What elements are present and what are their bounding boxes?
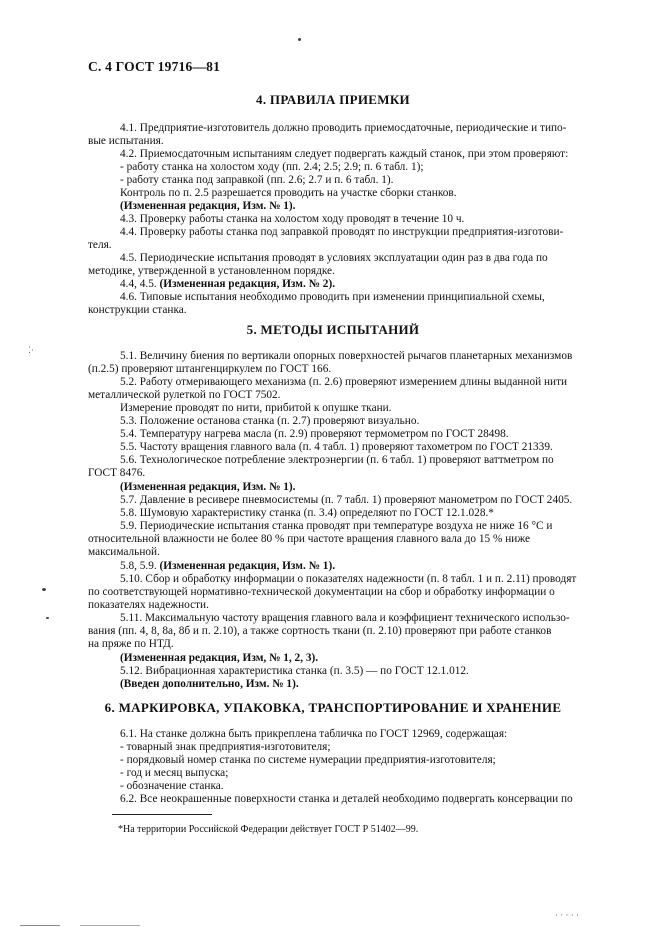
list-item: - обозначение станка. <box>120 780 224 792</box>
paragraph-line: 5.1. Величину биения по вертикали опорных поверхностей рычагов планетарных механизмов <box>120 350 573 362</box>
amendment-note: (Измененная редакция, Изм. № 2). <box>159 278 336 290</box>
paragraph-line: 5.11. Максимальную частоту вращения главного вала и коэффициент технического использо- <box>120 612 570 624</box>
paragraph-line: 4.3. Проверку работы станка на холостом ходу проводят в течение 10 ч. <box>120 213 465 225</box>
paragraph-line: на пряже по НТД. <box>88 638 174 650</box>
paragraph-line: 5.3. Положение останова станка (п. 2.7) проверяют визуально. <box>120 415 420 427</box>
footnote: *На территории Российской Федерации действует ГОСТ Р 51402—99. <box>118 824 419 835</box>
scan-speck <box>298 38 301 41</box>
section-5-title: 5. МЕТОДЫ ИСПЫТАНИЙ <box>246 322 420 337</box>
paragraph-line: показателях надежности. <box>88 599 209 611</box>
scan-speck: · · · · · <box>555 910 579 920</box>
paragraph-line: теля. <box>88 239 112 251</box>
scan-speck <box>46 617 49 619</box>
amendment-note: (Измененная редакция, Изм. № 1). <box>120 481 296 493</box>
paragraph-line: 5.6. Технологическое потребление электроэнергии (п. 6 табл. 1) проверяют ваттметром по <box>120 454 554 466</box>
footnote-divider <box>112 814 212 815</box>
paragraph-line: методике, утвержденной в установленном порядке. <box>88 265 335 277</box>
clause-ref: 4.4, 4.5. <box>120 278 160 290</box>
paragraph-line: 5.5. Частоту вращения главного вала (п. 4 табл. 1) проверяют тахометром по ГОСТ 21339. <box>120 441 553 453</box>
scan-speck <box>42 588 46 591</box>
amendment-note: (Введен дополнительно, Изм. № 1). <box>120 678 299 690</box>
paragraph-line: 6.1. На станке должна быть прикреплена табличка по ГОСТ 12969, содержащая: <box>120 728 508 740</box>
paragraph-line: Измерение проводят по нити, прибитой к опушке ткани. <box>120 402 392 414</box>
paragraph-line: 4.1. Предприятие-изготовитель должно проводить приемосдаточные, периодические и типо- <box>120 122 567 134</box>
section-4-title: 4. ПРАВИЛА ПРИЕМКИ <box>256 92 410 107</box>
paragraph-line: - работу станка на холостом ходу (пп. 2.4; 2.5; 2.9; п. 6 табл. 1); <box>120 161 424 173</box>
paragraph-line: 4.5. Периодические испытания проводят в условиях эксплуатации один раз в два года по <box>120 252 548 264</box>
scan-speck: ⁚· <box>28 345 34 355</box>
paragraph-line <box>120 278 335 291</box>
paragraph-line: Контроль по п. 2.5 разрешается проводить на участке сборки станков. <box>120 187 457 199</box>
paragraph-line: 4.4. Проверку работы станка под заправкой проводят по инструкции предприятия-изготови- <box>120 226 564 238</box>
scan-speck <box>20 925 60 926</box>
paragraph-line: максимальной. <box>88 546 160 558</box>
paragraph-line <box>120 560 335 573</box>
paragraph-line: 5.7. Давление в ресивере пневмосистемы (п. 7 табл. 1) проверяют манометром по ГОСТ 2405. <box>120 494 573 506</box>
amendment-note: (Измененная редакция, Изм, № 1, 2, 3). <box>120 652 319 664</box>
paragraph-line: - работу станка под заправкой (пп. 2.6; 2.7 и п. 6 табл. 1). <box>120 174 394 186</box>
paragraph-line: 6.2. Все неокрашенные поверхности станка и деталей необходимо подвергать консервации по <box>120 793 573 805</box>
list-item: - порядковый номер станка по системе нумерации предприятия-изготовителя; <box>120 754 496 766</box>
section-6-title: 6. МАРКИРОВКА, УПАКОВКА, ТРАНСПОРТИРОВАНИЕ И ХРАНЕНИЕ <box>104 700 562 715</box>
paragraph-line: 4.6. Типовые испытания необходимо проводить при изменении принципиальной схемы, <box>120 291 545 303</box>
amendment-note: (Измененная редакция, Изм. № 1). <box>159 560 336 572</box>
paragraph-line: металлической рулеткой по ГОСТ 7502. <box>88 389 281 401</box>
list-item: - год и месяц выпуска; <box>120 767 229 779</box>
paragraph-line: 5.8. Шумовую характеристику станка (п. 3.4) определяют по ГОСТ 12.1.028.* <box>120 507 494 519</box>
paragraph-line: по соответствующей нормативно-технической документации на сбор и обработку информации о <box>88 586 555 598</box>
paragraph-line: конструкции станка. <box>88 304 187 316</box>
paragraph-line: вые испытания. <box>88 135 164 147</box>
list-item: - товарный знак предприятия-изготовителя; <box>120 741 331 753</box>
clause-ref: 5.8, 5.9. <box>120 560 160 572</box>
page-header: С. 4 ГОСТ 19716—81 <box>88 59 221 74</box>
paragraph-line: 5.10. Сбор и обработку информации о показателях надежности (п. 8 табл. 1 и п. 2.11) проводят <box>120 573 577 585</box>
paragraph-line: 4.2. Приемосдаточным испытаниям следует подвергать каждый станок, при этом проверяют: <box>120 148 569 160</box>
paragraph-line: вания (пп. 4, 8, 8а, 8б и п. 2.10), а также сортность ткани (п. 2.10) проверяют при работе станков <box>88 625 552 637</box>
paragraph-line: 5.12. Вибрационная характеристика станка (п. 3.5) — по ГОСТ 12.1.012. <box>120 665 469 677</box>
paragraph-line: 5.9. Периодические испытания станка проводят при температуре воздуха не ниже 16 °С и <box>120 520 553 532</box>
paragraph-line: 5.4. Температуру нагрева масла (п. 2.9) проверяют термометром по ГОСТ 28498. <box>120 428 509 440</box>
scan-speck <box>80 925 140 926</box>
paragraph-line: 5.2. Работу отмеривающего механизма (п. 2.6) проверяют измерением длины выданной нити <box>120 376 568 388</box>
amendment-note: (Измененная редакция, Изм. № 1). <box>120 200 296 212</box>
paragraph-line: ГОСТ 8476. <box>88 467 146 479</box>
paragraph-line: (п.2.5) проверяют штангенциркулем по ГОСТ 166. <box>88 363 332 375</box>
paragraph-line: относительной влажности не более 80 % при частоте вращения главного вала до 15 % ниже <box>88 533 531 545</box>
